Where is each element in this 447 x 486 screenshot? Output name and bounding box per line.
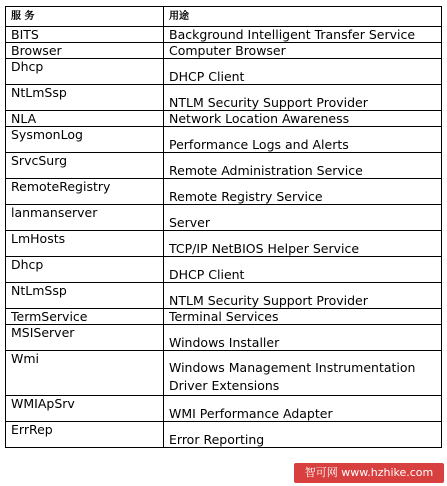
service-description: Windows Installer — [164, 325, 442, 351]
table-row — [6, 231, 442, 257]
service-name: MSIServer — [6, 325, 164, 351]
service-name: NLA — [6, 111, 164, 127]
service-description: DHCP Client — [164, 59, 442, 85]
service-description: Network Location Awareness — [164, 111, 442, 127]
service-name: Dhcp — [6, 59, 164, 85]
table-row — [6, 309, 442, 325]
service-description: Remote Registry Service — [164, 179, 442, 205]
service-name: Wmi — [6, 351, 164, 396]
table-row — [6, 396, 442, 422]
table-row — [6, 257, 442, 283]
service-description: Error Reporting — [164, 422, 442, 448]
table-row — [6, 205, 442, 231]
service-name: SysmonLog — [6, 127, 164, 153]
table-row — [6, 422, 442, 448]
service-name: LmHosts — [6, 231, 164, 257]
table-row — [6, 111, 442, 127]
table-row — [6, 127, 442, 153]
service-name: NtLmSsp — [6, 283, 164, 309]
table-row — [6, 153, 442, 179]
service-name: BITS — [6, 27, 164, 43]
service-name: WMIApSrv — [6, 396, 164, 422]
service-description: NTLM Security Support Provider — [164, 85, 442, 111]
service-description: NTLM Security Support Provider — [164, 283, 442, 309]
table-row — [6, 179, 442, 205]
column-header-service: 服 务 — [6, 7, 164, 27]
table-row — [6, 43, 442, 59]
table-row — [6, 27, 442, 43]
service-name: lanmanserver — [6, 205, 164, 231]
table-row — [6, 59, 442, 85]
service-description: Performance Logs and Alerts — [164, 127, 442, 153]
service-description: Background Intelligent Transfer Service — [164, 27, 442, 43]
service-description: Computer Browser — [164, 43, 442, 59]
table-row — [6, 325, 442, 351]
table-row — [6, 85, 442, 111]
service-description: Server — [164, 205, 442, 231]
service-name: SrvcSurg — [6, 153, 164, 179]
service-description: TCP/IP NetBIOS Helper Service — [164, 231, 442, 257]
service-description: Windows Management Instrumentation Driver Extensions — [164, 351, 442, 396]
service-description: Remote Administration Service — [164, 153, 442, 179]
service-name: NtLmSsp — [6, 85, 164, 111]
service-description: Terminal Services — [164, 309, 442, 325]
service-description: DHCP Client — [164, 257, 442, 283]
service-description: WMI Performance Adapter — [164, 396, 442, 422]
service-name: ErrRep — [6, 422, 164, 448]
table-row — [6, 283, 442, 309]
site-watermark: 智可网 www.hzhike.com — [294, 463, 444, 483]
service-name: TermService — [6, 309, 164, 325]
service-name: Browser — [6, 43, 164, 59]
service-name: RemoteRegistry — [6, 179, 164, 205]
column-header-purpose: 用途 — [164, 7, 442, 27]
table-header-row — [6, 7, 442, 27]
service-name: Dhcp — [6, 257, 164, 283]
table-row — [6, 351, 442, 396]
services-table — [5, 6, 442, 448]
